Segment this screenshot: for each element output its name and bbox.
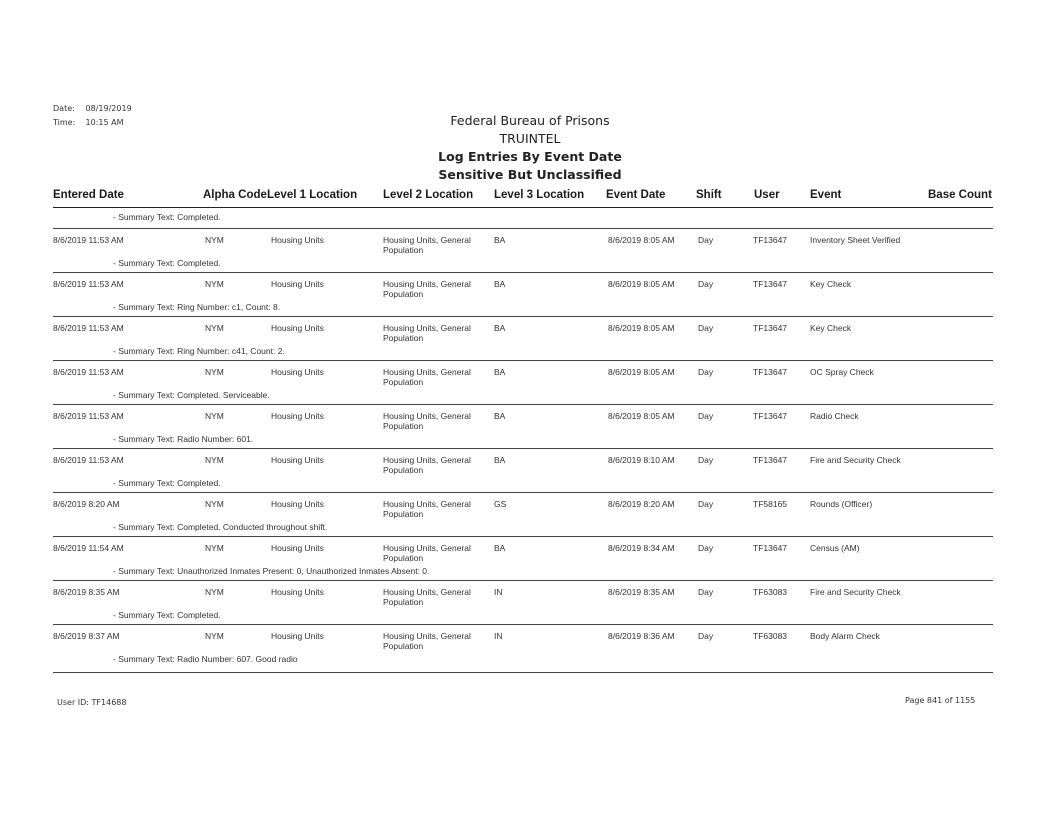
level2-location: Housing Units, General Population [383,411,471,431]
alpha-code: NYM [205,455,224,465]
user: TF58165 [753,499,788,509]
alpha-code: NYM [205,411,224,421]
table-row [53,580,993,624]
summary-text: - Summary Text: Ring Number: c41, Count: 2. [113,346,285,356]
shift: Day [698,543,714,553]
entered-date: 8/6/2019 11:53 AM [53,455,124,465]
log-table [53,208,993,668]
event-date: 8/6/2019 8:36 AM [608,631,675,641]
alpha-code: NYM [205,499,224,509]
level2-location: Housing Units, General Population [383,279,471,299]
event: Fire and Security Check [810,587,901,597]
event-date: 8/6/2019 8:05 AM [608,323,675,333]
shift: Day [698,411,714,421]
level3-location: GS [494,499,507,509]
date-label: Date: [53,104,75,113]
level3-location: IN [494,631,503,641]
summary-text: - Summary Text: Unauthorized Inmates Present: 0, Unauthorized Inmates Absent: 0. [113,566,430,576]
report-time [53,118,124,127]
col-alpha-code: Alpha Code [203,189,267,201]
level1-location: Housing Units [271,323,324,333]
page-number: Page 841 of 1155 [905,696,976,705]
user: TF13647 [753,455,788,465]
user: TF63083 [753,631,788,641]
shift: Day [698,631,714,641]
footer-user-id [57,698,126,707]
entered-date: 8/6/2019 11:54 AM [53,543,124,553]
summary-text: - Summary Text: Radio Number: 607. Good radio [113,654,298,664]
user: TF13647 [753,279,788,289]
summary-text: - Summary Text: Completed. [113,610,221,620]
table-row [53,536,993,580]
event-date: 8/6/2019 8:05 AM [608,235,675,245]
col-shift: Shift [696,189,722,201]
time-value: 10:15 AM [85,118,124,127]
shift: Day [698,367,714,377]
event-date: 8/6/2019 8:34 AM [608,543,675,553]
alpha-code: NYM [205,235,224,245]
event-date: 8/6/2019 8:05 AM [608,279,675,289]
level3-location: BA [494,543,506,553]
event-date: 8/6/2019 8:10 AM [608,455,675,465]
entered-date: 8/6/2019 8:20 AM [53,499,120,509]
level2-location: Housing Units, General Population [383,543,471,563]
time-label: Time: [53,118,76,127]
event-date: 8/6/2019 8:20 AM [608,499,675,509]
table-row [53,448,993,492]
agency-name: Federal Bureau of Prisons [450,113,610,128]
level3-location: BA [494,411,506,421]
user: TF13647 [753,411,788,421]
user: TF13647 [753,323,788,333]
shift: Day [698,499,714,509]
level3-location: BA [494,323,506,333]
shift: Day [698,455,714,465]
table-row [53,316,993,360]
report-title [380,112,680,184]
event-date: 8/6/2019 8:35 AM [608,587,675,597]
user: TF13647 [753,543,788,553]
level2-location: Housing Units, General Population [383,499,471,519]
event: Fire and Security Check [810,455,901,465]
event: Key Check [810,279,852,289]
alpha-code: NYM [205,367,224,377]
shift: Day [698,323,714,333]
summary-text: - Summary Text: Ring Number: c1, Count: 8. [113,302,281,312]
user: TF13647 [753,235,788,245]
level1-location: Housing Units [271,455,324,465]
summary-text: - Summary Text: Completed. Serviceable. [113,390,270,400]
table-row [53,492,993,536]
level2-location: Housing Units, General Population [383,367,471,387]
level1-location: Housing Units [271,543,324,553]
user-id-value: TF14688 [91,698,127,707]
col-level2: Level 2 Location [383,189,474,201]
first-summary: - Summary Text: Completed. [113,212,221,222]
summary-text: - Summary Text: Radio Number: 601. [113,434,254,444]
level1-location: Housing Units [271,367,324,377]
col-event: Event [810,189,842,201]
table-row [53,228,993,272]
table-end-rule [53,672,993,673]
event: Body Alarm Check [810,631,880,641]
alpha-code: NYM [205,631,224,641]
entered-date: 8/6/2019 11:53 AM [53,411,124,421]
shift: Day [698,235,714,245]
entered-date: 8/6/2019 8:35 AM [53,587,120,597]
level1-location: Housing Units [271,411,324,421]
event: Key Check [810,323,852,333]
alpha-code: NYM [205,543,224,553]
table-row [53,360,993,404]
shift: Day [698,587,714,597]
event: Inventory Sheet Verified [810,235,901,245]
user: TF13647 [753,367,788,377]
level3-location: BA [494,235,506,245]
col-user: User [754,189,780,201]
level2-location: Housing Units, General Population [383,631,471,651]
event: Census (AM) [810,543,860,553]
user: TF63083 [753,587,788,597]
level3-location: BA [494,367,506,377]
event: Rounds (Officer) [810,499,873,509]
level2-location: Housing Units, General Population [383,323,471,343]
alpha-code: NYM [205,279,224,289]
col-level1: Level 1 Location [267,189,358,201]
column-headers [53,187,993,207]
col-base-count: Base Count [928,189,992,201]
level3-location: IN [494,587,503,597]
level2-location: Housing Units, General Population [383,455,471,475]
level1-location: Housing Units [271,587,324,597]
alpha-code: NYM [205,587,224,597]
level3-location: BA [494,279,506,289]
user-id-label: User ID: [57,698,89,707]
report-date [53,104,132,113]
summary-text: - Summary Text: Completed. [113,258,221,268]
col-event-date: Event Date [606,189,666,201]
event-date: 8/6/2019 8:05 AM [608,411,675,421]
report-name: Log Entries By Event Date [438,149,622,164]
col-level3: Level 3 Location [494,189,585,201]
col-entered-date: Entered Date [53,189,124,201]
summary-text: - Summary Text: Completed. [113,478,221,488]
level1-location: Housing Units [271,631,324,641]
level1-location: Housing Units [271,279,324,289]
table-row [53,272,993,316]
table-row [53,404,993,448]
event-date: 8/6/2019 8:05 AM [608,367,675,377]
level2-location: Housing Units, General Population [383,587,471,607]
entered-date: 8/6/2019 11:53 AM [53,235,124,245]
entered-date: 8/6/2019 8:37 AM [53,631,120,641]
level1-location: Housing Units [271,499,324,509]
shift: Day [698,279,714,289]
event: OC Spray Check [810,367,874,377]
event: Radio Check [810,411,859,421]
classification-label: Sensitive But Unclassified [438,167,622,182]
table-row [53,624,993,668]
level3-location: BA [494,455,506,465]
summary-text: - Summary Text: Completed. Conducted throughout shift. [113,522,328,532]
system-name: TRUINTEL [499,131,561,146]
entered-date: 8/6/2019 11:53 AM [53,323,124,333]
level2-location: Housing Units, General Population [383,235,471,255]
alpha-code: NYM [205,323,224,333]
level1-location: Housing Units [271,235,324,245]
entered-date: 8/6/2019 11:53 AM [53,367,124,377]
entered-date: 8/6/2019 11:53 AM [53,279,124,289]
date-value: 08/19/2019 [85,104,132,113]
